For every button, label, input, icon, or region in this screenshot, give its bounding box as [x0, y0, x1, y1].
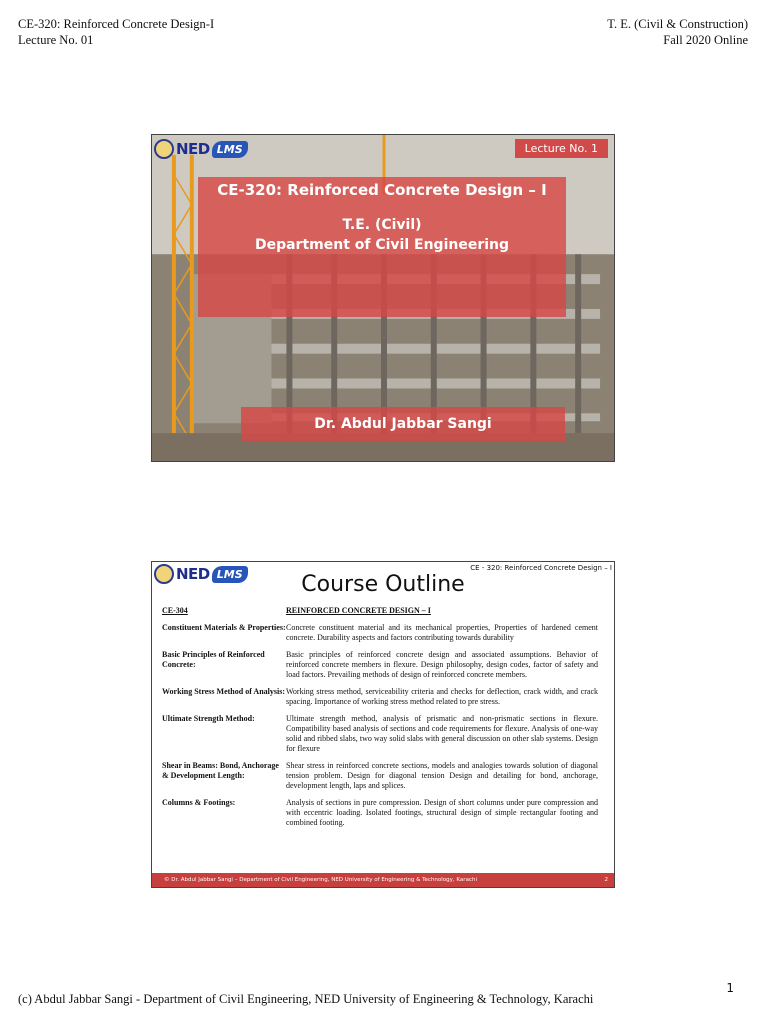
semester-header: Fall 2020 Online	[663, 33, 748, 47]
author-band: Dr. Abdul Jabbar Sangi	[241, 407, 565, 441]
slide-title: CE-320: Reinforced Concrete Design – I	[217, 181, 547, 199]
course-outline-slide	[151, 561, 615, 888]
program-header: T. E. (Civil & Construction)	[607, 17, 748, 31]
page-footer: (c) Abdul Jabbar Sangi - Department of Civil Engineering, NED University of Engineering & Technology, Karachi	[18, 992, 594, 1006]
slide-page-number: 2	[604, 877, 608, 883]
lecture-tag: Lecture No. 1	[515, 139, 608, 158]
course-title-header: CE-320: Reinforced Concrete Design-I	[18, 17, 215, 31]
page-number: 1	[726, 981, 734, 995]
ned-seal-icon	[154, 139, 174, 159]
outline-row: Basic Principles of Reinforced Concrete: Basic principles of reinforced concrete design and associated assumptions. Behavior of reinforced concrete members in flexure. Design philosophy, design codes, factor of safety and load factors. Prevailing methods of design of reinforced concrete members.	[162, 650, 598, 679]
ned-lms-logo: NED LMS	[154, 564, 248, 584]
page-header-left	[18, 16, 214, 48]
slide-title: Course Outline	[301, 572, 465, 597]
outline-row: Shear in Beams: Bond, Anchorage & Development Length: Shear stress in reinforced concrete sections, models and analogies towards solution of diagonal tension problem. Design for diagonal tension Design and detailing for bond, anchorage, development length, laps and splices.	[162, 761, 598, 790]
outline-row: Columns & Footings: Analysis of sections in pure compression. Design of short columns under pure compression and with eccentric loading. Isolated footings, structural design of simple rectangular footing and combined footing.	[162, 798, 598, 827]
title-slide	[151, 134, 615, 462]
slide-footer	[152, 873, 614, 887]
outline-row: Working Stress Method of Analysis: Working stress method, serviceability criteria and checks for deflection, crack width, and crack spacing. Importance of working stress method related to pre stress.	[162, 687, 598, 706]
lecture-number-header: Lecture No. 01	[18, 33, 94, 47]
course-tag: CE - 320: Reinforced Concrete Design – I	[470, 564, 612, 572]
outline-table	[162, 606, 598, 835]
slide-subtitle: T.E. (Civil)	[342, 217, 422, 233]
slide-footer-text: © Dr. Abdul Jabbar Sangi – Department of Civil Engineering, NED University of Engineering & Technology, Karachi	[164, 877, 477, 883]
page-header-right	[607, 16, 748, 48]
outline-row: Ultimate Strength Method: Ultimate strength method, analysis of prismatic and non-prismatic sections in flexure. Compatibility based analysis of sections and code requirements for flexure. Analysis of one-way solid and ribbed slabs, two way solid slabs with general discussion on other slab systems. Design for flexure	[162, 714, 598, 753]
ned-lms-logo: NED LMS	[154, 137, 248, 161]
title-band	[198, 177, 566, 317]
department-name: Department of Civil Engineering	[254, 237, 510, 253]
outline-row: Constituent Materials & Properties: Concrete constituent material and its mechanical properties, Properties of hardened cement concrete. Durability aspects and factors contributing towards durability	[162, 623, 598, 642]
outline-header-row: CE-304 REINFORCED CONCRETE DESIGN – I	[162, 606, 431, 615]
